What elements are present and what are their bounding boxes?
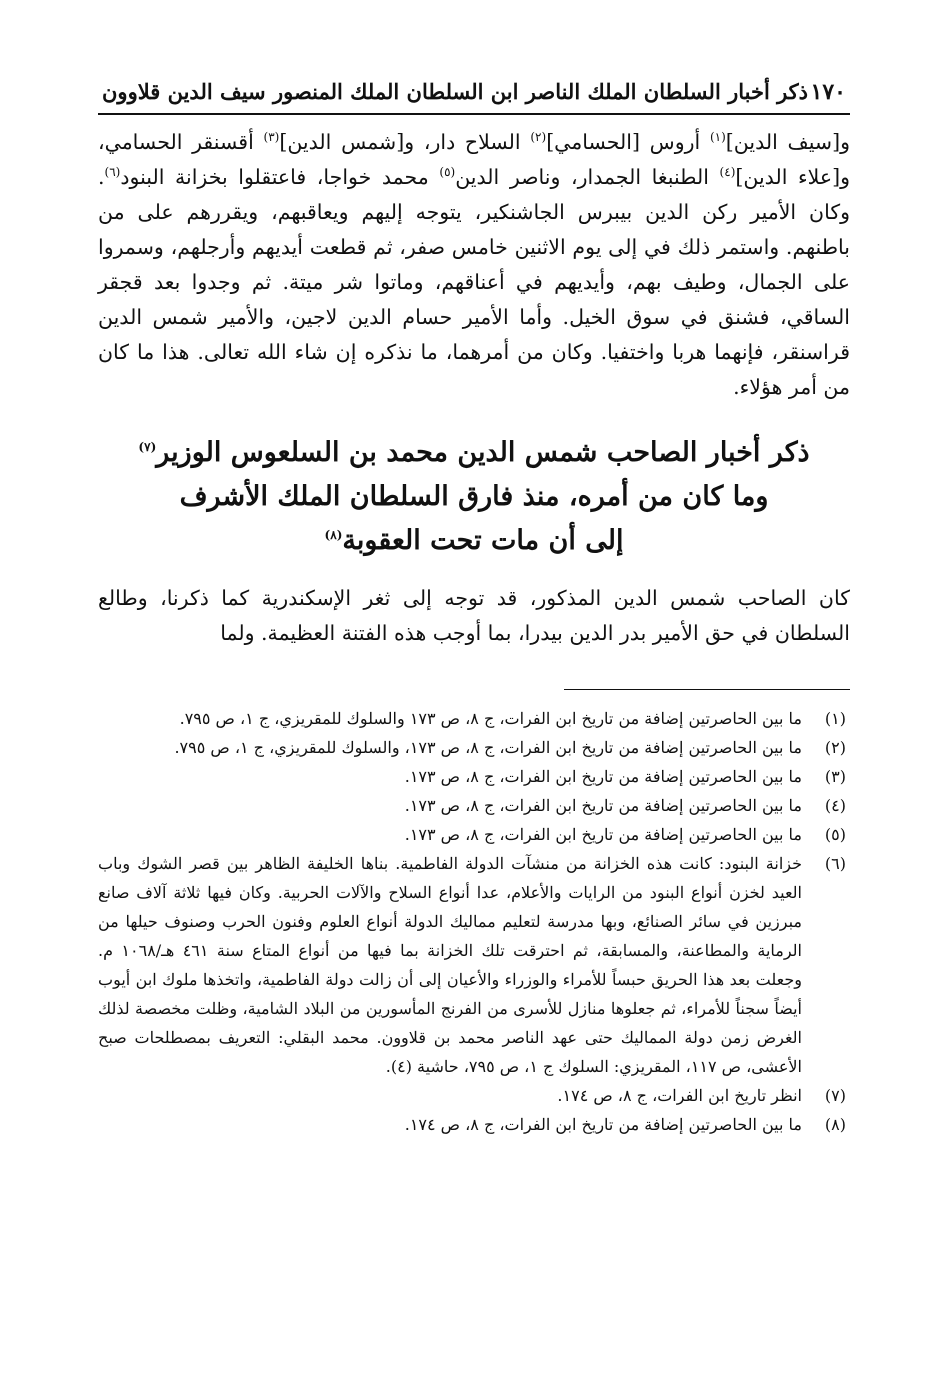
paragraph-2: كان الصاحب شمس الدين المذكور، قد توجه إلى ثغر الإسكندرية كما ذكرنا، وطالع السلطان في حق الأمير بدر الدين بيدرا، بما أوجب هذه الفتنة العظيمة. ولما <box>98 585 850 645</box>
heading-text: إلى أن مات تحت العقوبة <box>342 524 624 556</box>
text-segment: الطنبغا الجمدار، وناصر الدين <box>455 164 720 189</box>
main-text-block <box>98 125 850 405</box>
footnote-item <box>98 820 850 849</box>
footnote-ref-8[interactable]: (٨) <box>324 527 343 542</box>
footnote-ref-6[interactable]: (٦) <box>104 164 121 179</box>
footnote-text: ما بين الحاصرتين إضافة من تاريخ ابن الفرات، ج ٨، ص ١٧٣ والسلوك للمقريزي، ج ١، ص ٧٩٥. <box>179 708 802 728</box>
footnote-number: (٥) <box>824 824 846 844</box>
heading-line-1 <box>98 431 850 475</box>
section-heading <box>98 431 850 563</box>
footnote-ref-1[interactable]: (١) <box>709 129 726 144</box>
footnote-text: ما بين الحاصرتين إضافة من تاريخ ابن الفرات، ج ٨، ص ١٧٣. <box>404 824 802 844</box>
footnote-item <box>98 1081 850 1110</box>
heading-line-3 <box>98 519 850 563</box>
footnote-ref-2[interactable]: (٢) <box>530 129 547 144</box>
footnote-ref-3[interactable]: (٣) <box>263 129 280 144</box>
paragraph-1 <box>98 125 850 405</box>
text-segment: السلاح دار، و[شمس الدين] <box>279 129 531 154</box>
text-segment: و[سيف الدين] <box>725 129 850 154</box>
footnote-number: (٧) <box>824 1085 846 1105</box>
footnote-item <box>98 1110 850 1139</box>
footnote-item <box>98 791 850 820</box>
footnote-number: (١) <box>824 708 846 728</box>
text-segment: . وكان الأمير ركن الدين بيبرس الجاشنكير، يتوجه إليهم ويعاقبهم، ويقررهم على من باطنهم. واستمر ذلك في إلى يوم الاثنين خامس صفر، ثم قطعت أيديهم وأرجلهم، وسمروا على الجمال، وطيف بهم، وأيديهم في أعناقهم، وماتوا شر ميتة. ثم وجدوا بعد قجقر الساقي، فشنق في سوق الخيل. وأما الأمير حسام الدين لاجين، والأمير شمس الدين قراسنقر، فإنهما هربا واختفيا. وكان من أمرهما، ما نذكره إن شاء الله تعالى. هذا ما كان من أمر هؤلاء. <box>98 164 850 399</box>
footnote-text: ما بين الحاصرتين إضافة من تاريخ ابن الفرات، ج ٨، ص ١٧٣. <box>404 766 802 786</box>
text-segment: أقسنقر الحسامي، و[علاء الدين] <box>98 129 851 189</box>
book-page <box>98 78 850 1139</box>
main-text-block-2 <box>98 581 850 651</box>
footnote-number: (٤) <box>824 795 846 815</box>
page-number: ١٧٠ <box>810 79 846 105</box>
footnote-number: (٢) <box>824 737 846 757</box>
footnote-item <box>98 762 850 791</box>
footnote-item <box>98 733 850 762</box>
footnote-ref-7[interactable]: (٧) <box>138 439 157 454</box>
footnote-text: ما بين الحاصرتين إضافة من تاريخ ابن الفرات، ج ٨، ص ١٧٣، والسلوك للمقريزي، ج ١، ص ٧٩٥. <box>174 737 802 757</box>
footnote-text: انظر تاريخ ابن الفرات، ج ٨، ص ١٧٤. <box>557 1085 802 1105</box>
footnote-text: خزانة البنود: كانت هذه الخزانة من منشآت الدولة الفاطمية. بناها الخليفة الظاهر بين قصر الشوك وباب العيد لخزن أنواع البنود من الرايات والأعلام، عدا أنواع السلاح والآلات الحربية. وكان فيها ثلاثة آلاف صانع مبرزين في سائر الصنائع، وبها مدرسة لتعليم مماليك الدولة أنواع العلوم وفنون الحرب وصنوف حيلها من الرماية والمطاعنة، والمسابقة، ثم احترقت تلك الخزانة بما فيها من أنواع المتاع سنة ٤٦١ هـ/١٠٦٨ م. وجعلت بعد هذا الحريق حبساً للأمراء والوزراء والأعيان إلى أن زالت دولة الفاطمية، واتخذها ملوك ابن أيوب أيضاً سجناً للأمراء، ثم جعلوها منازل للأسرى من الفرنج المأسورين من البلاد الشامية، وظلت مخصصة لذلك الغرض زمن دولة المماليك حتى عهد الناصر محمد بن قلاوون. محمد البقلي: التعريف بمصطلحات صبح الأعشى، ص ١١٧، المقريزي: السلوك ج ١، ص ٧٩٥، حاشية (٤). <box>98 853 803 1076</box>
heading-text: ذكر أخبار الصاحب شمس الدين محمد بن السلعوس الوزير <box>156 436 810 468</box>
footnote-divider <box>564 689 850 690</box>
heading-line-2: وما كان من أمره، منذ فارق السلطان الملك الأشرف <box>179 480 769 512</box>
footnote-text: ما بين الحاصرتين إضافة من تاريخ ابن الفرات، ج ٨، ص ١٧٣. <box>404 795 802 815</box>
footnote-item <box>98 849 850 1081</box>
footnote-ref-4[interactable]: (٤) <box>719 164 736 179</box>
footnote-item <box>98 704 850 733</box>
footnote-number: (٦) <box>824 853 846 873</box>
footnote-number: (٣) <box>824 766 846 786</box>
text-segment: محمد خواجا، فاعتقلوا بخزانة البنود <box>120 164 440 189</box>
footnote-number: (٨) <box>824 1114 846 1134</box>
running-title: ذكر أخبار السلطان الملك الناصر ابن السلطان الملك المنصور سيف الدين قلاوون <box>102 79 809 104</box>
running-header <box>98 78 850 115</box>
footnotes <box>98 704 850 1139</box>
footnote-ref-5[interactable]: (٥) <box>439 164 456 179</box>
footnote-text: ما بين الحاصرتين إضافة من تاريخ ابن الفرات، ج ٨، ص ١٧٤. <box>404 1114 802 1134</box>
text-segment: أروس [الحسامي] <box>546 129 710 154</box>
